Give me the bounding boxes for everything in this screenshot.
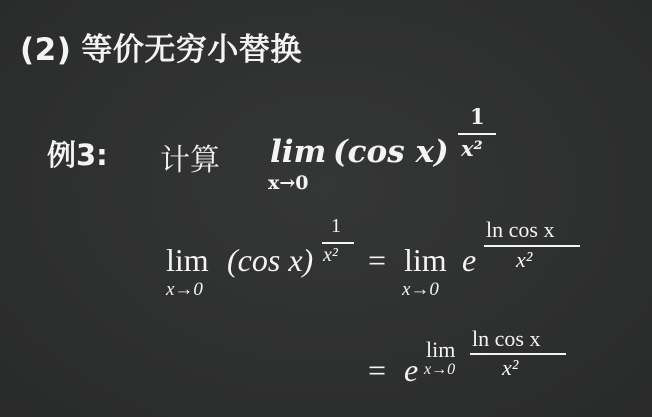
problem-lim: lim xyxy=(270,134,327,170)
problem-lim-subscript: x→0 xyxy=(268,172,309,194)
step1-e: e xyxy=(462,242,477,278)
step2-e: e xyxy=(404,352,419,388)
step2-equals: = xyxy=(368,352,387,388)
step2-exp-numerator: ln cos x xyxy=(472,326,541,351)
step1-lim-subscript: x→0 xyxy=(166,279,203,300)
step1-lim2: lim xyxy=(404,242,447,278)
problem-exp-fraction-bar xyxy=(458,133,496,135)
problem-exp-numerator: 1 xyxy=(470,104,485,129)
step1-exp-denominator: x² xyxy=(323,244,338,266)
step1-lim: lim xyxy=(166,242,209,278)
compute-word: 计算 xyxy=(160,143,220,178)
section-heading xyxy=(20,24,302,69)
problem-exp-denominator: x² xyxy=(461,136,483,161)
step2-lim-subscript: x→0 xyxy=(424,361,456,378)
step1-lim2-subscript: x→0 xyxy=(402,279,439,300)
step1-equals: = xyxy=(368,242,387,278)
example-label: 例3: xyxy=(47,138,108,172)
step2-lim: lim xyxy=(426,337,456,362)
step1-exp-numerator: 1 xyxy=(331,215,341,237)
step1-exp2-denominator: x² xyxy=(516,247,533,272)
step1-base: (cos x) xyxy=(227,242,314,278)
step1-exp2-numerator: ln cos x xyxy=(486,217,555,242)
step2-exp-denominator: x² xyxy=(502,355,519,380)
section-number: (2) xyxy=(20,32,72,68)
problem-base: (cos x) xyxy=(333,134,449,170)
section-title: 等价无穷小替换 xyxy=(81,32,302,68)
